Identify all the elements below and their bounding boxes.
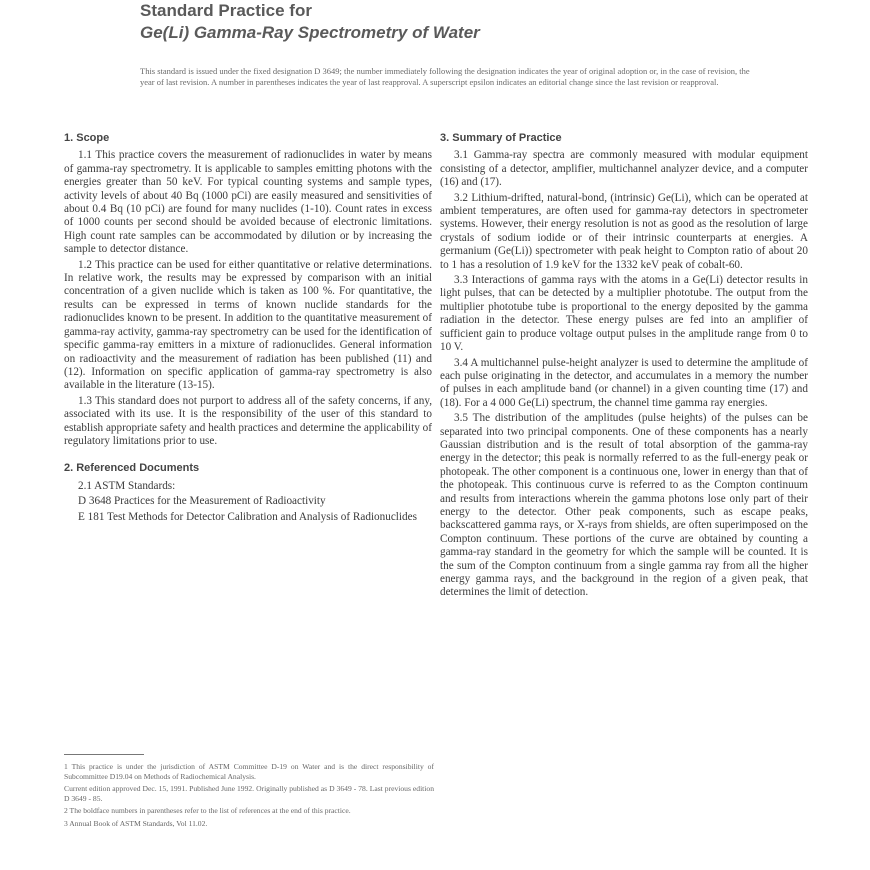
footnote-divider bbox=[64, 754, 144, 755]
summary-paragraph-1: 3.1 Gamma-ray spectra are commonly measured with modular equipment consisting of a detector, amplifier, multichannel analyzer device, and a computer (16) and (17). bbox=[440, 149, 808, 189]
footnote: 1 This practice is under the jurisdiction of ASTM Committee D-19 on Water and is the direct responsibility of Subcommittee D19.04 on Methods of Radiochemical Analysis. bbox=[64, 762, 434, 781]
scope-paragraph-1: 1.1 This practice covers the measurement of radionuclides in water by means of gamma-ray spectrometry. It is applicable to samples emitting photons with the energies greater than 50 keV. For typical counting systems and sample types, activity levels of about 40 Bq (1000 pCi) are easily measured and sensitivities of about 0.4 Bq (10 pCi) are found for many nuclides (1-10). Count rates in excess of 1000 counts per second should be avoided because of electronic limitations. High count rate samples can be accommodated by dilution or by increasing the sample to detector distance. bbox=[64, 149, 432, 256]
summary-heading: 3. Summary of Practice bbox=[440, 132, 562, 144]
scope-paragraph-3: 1.3 This standard does not purport to address all of the safety concerns, if any, associated with its use. It is the responsibility of the user of this standard to establish appropriate safety and health practices and determine the applicability of regulatory limitations prior to use. bbox=[64, 394, 432, 447]
right-column bbox=[440, 132, 808, 602]
footnote: 3 Annual Book of ASTM Standards, Vol 11.02. bbox=[64, 818, 208, 828]
reference-item: 2.1 ASTM Standards: bbox=[78, 479, 176, 492]
summary-paragraph-2: 3.2 Lithium-drifted, natural-bond, (intrinsic) Ge(Li), which can be operated at ambient temperatures, are often used for gamma-ray detectors in spectrometer systems. However, their energy resolution is not as good as the resolution of large crystals of sodium iodide or of their intrinsic counterparts at energies. A germanium (Ge(Li)) spectrometer with peak height to Compton ratio of about 20 to 1 has a resolution of 1.9 keV for the 1332 keV peak of cobalt-60. bbox=[440, 191, 808, 271]
referenced-documents-heading: 2. Referenced Documents bbox=[64, 462, 200, 475]
footnote: 2 The boldface numbers in parentheses refer to the list of references at the end of this practice. bbox=[64, 806, 351, 816]
summary-paragraph-4: 3.4 A multichannel pulse-height analyzer is used to determine the amplitude of each pulse originating in the detector, and accumulates in a memory the number of pulses in each amplitude band (or channel) in a given counting time (17) and (18). For a 4 000 Ge(Li) spectrum, the channel time gamma ray energies. bbox=[440, 356, 808, 409]
summary-paragraph-5: 3.5 The distribution of the amplitudes (pulse heights) of the pulses can be separated into two principal components. One of these components has a nearly Gaussian distribution and is the result of total absorption of the gamma-ray energy in the detector; this peak is normally referred to as the full-energy peak or photopeak. The other component is a continuous one, lower in energy than that of the photopeak. This continuous curve is referred to as the Compton continuum and results from interactions wherein the gamma photons lose only part of their energy to the detector. Other peak components, such as escape peaks, backscattered gamma rays, or X-rays from shields, are often superimposed on the Compton continuum. These portions of the curve are obtained by counting a gamma-ray standard in the geometry for which the sample will be counted. It is the sum of the Compton continuum from a single gamma ray from all the higher energy gamma rays, and the background in the region of a given peak, that determines the limit of detection. bbox=[440, 412, 808, 599]
title-line-2: Ge(Li) Gamma-Ray Spectrometry of Water bbox=[140, 23, 480, 42]
footnote: Current edition approved Dec. 15, 1991. Published June 1992. Originally published as D 3649 - 78. Last previous edition D 3649 - 85. bbox=[64, 784, 434, 803]
referenced-documents-list bbox=[64, 480, 432, 524]
reference-item: D 3648 Practices for the Measurement of Radioactivity bbox=[78, 495, 326, 508]
title-line-1: Standard Practice for bbox=[140, 1, 312, 20]
scope-heading: 1. Scope bbox=[64, 132, 110, 144]
reference-item: E 181 Test Methods for Detector Calibration and Analysis of Radionuclides bbox=[78, 510, 417, 523]
footnotes bbox=[64, 762, 434, 832]
summary-paragraph-3: 3.3 Interactions of gamma rays with the atoms in a Ge(Li) detector results in light pulses, that can be detected by a multiplier phototube. The output from the multiplier phototube tube is proportional to the energy deposited by the gamma radiation in the detector. These energy pulses are fed into an amplifier of sufficient gain to produce voltage output pulses in the amplitude range from 0 to 10 V. bbox=[440, 274, 808, 354]
left-column bbox=[64, 132, 432, 526]
scope-paragraph-2: 1.2 This practice can be used for either quantitative or relative determinations. In relative work, the results may be expressed by comparison with an initial concentration of a given nuclide which is taken as 100 %. For quantitative, the results can be expressed in terms of known nuclide standards for the radionuclides known to be present. In addition to the quantitative measurement of gamma-ray activity, gamma-ray spectrometry can be used for the identification of specific gamma-ray emitters in a mixture of radionuclides. General information on radioactivity and the measurement of radiation has been published (11) and (12). Information on specific application of gamma-ray spectrometry is also available in the literature (13-15). bbox=[64, 258, 432, 392]
title-block bbox=[140, 0, 760, 44]
issuance-note: This standard is issued under the fixed designation D 3649; the number immediately following the designation indicates the year of original adoption or, in the case of revision, the year of last revision. A number in parentheses indicates the year of last reapproval. A superscript epsilon indicates an editorial change since the last revision or reapproval. bbox=[140, 66, 750, 87]
